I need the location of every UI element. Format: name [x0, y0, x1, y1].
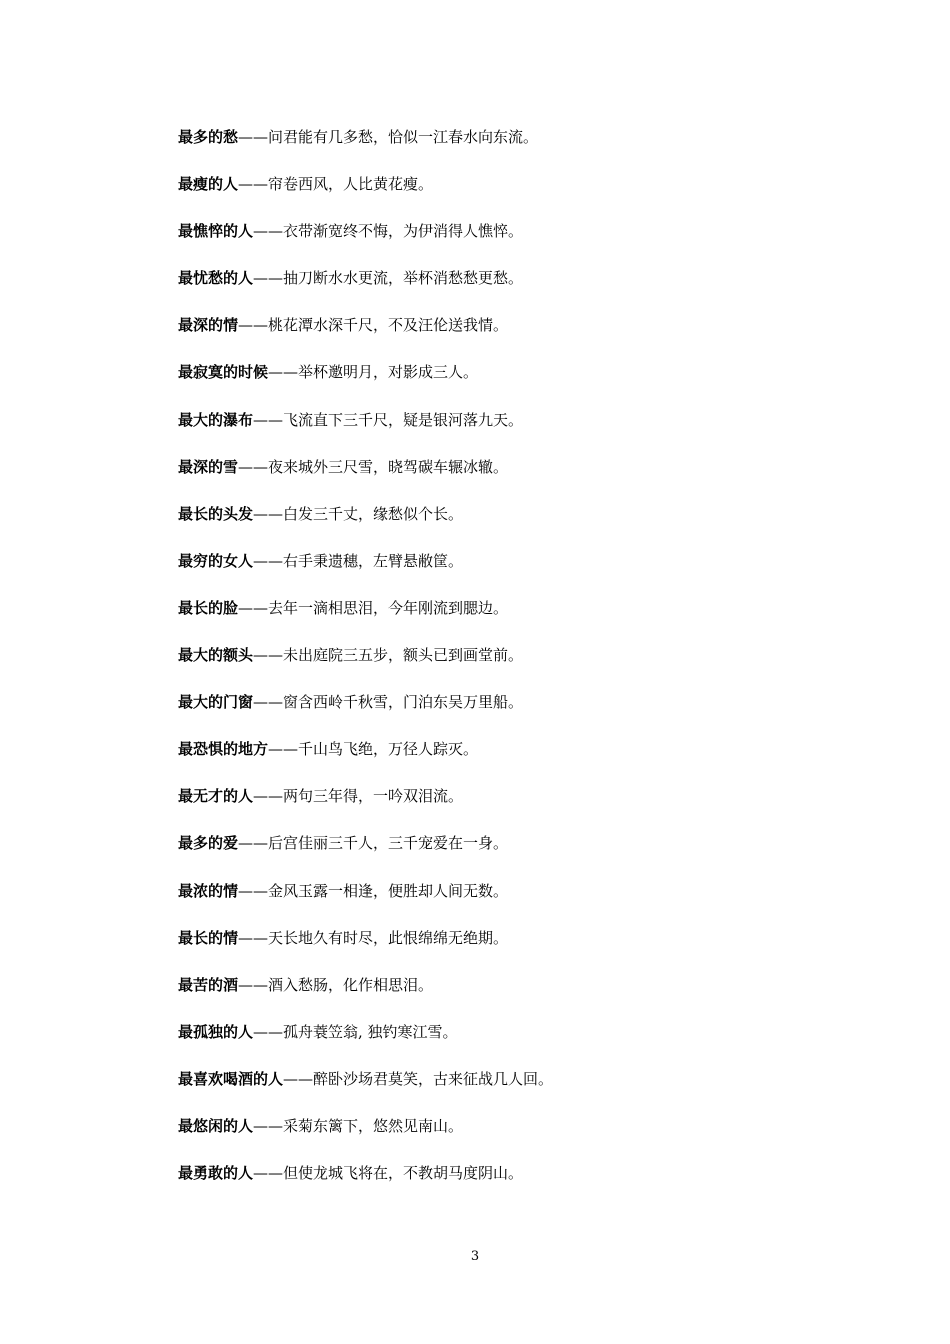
entry-term: 最长的头发 [178, 504, 254, 523]
entry-term: 最多的爱 [178, 834, 239, 853]
list-item [178, 126, 878, 173]
list-item [178, 361, 878, 408]
entry-term: 最多的愁 [178, 128, 239, 146]
entry-term: 最大的额头 [178, 646, 254, 665]
entry-term: 最瘦的人 [178, 175, 239, 194]
entry-verse: ——夜来城外三尺雪，晓驾碳车辗冰辙。 [238, 457, 509, 476]
entry-term: 最长的脸 [178, 598, 239, 617]
entry-term: 最悠闲的人 [178, 1116, 254, 1135]
entry-term: 最孤独的人 [178, 1022, 254, 1041]
list-item [178, 550, 878, 597]
list-item [178, 597, 878, 644]
list-item [178, 1115, 878, 1162]
list-item [178, 456, 878, 503]
entry-term: 最喜欢喝酒的人 [178, 1069, 284, 1088]
list-item [178, 1021, 878, 1068]
entry-term: 最浓的情 [178, 881, 239, 900]
list-item [178, 220, 878, 267]
list-item [178, 644, 878, 691]
entry-verse: ——采菊东篱下，悠然见南山。 [253, 1116, 464, 1135]
entry-verse: ——两句三年得，一吟双泪流。 [253, 787, 464, 806]
list-item [178, 880, 878, 927]
entry-verse: ——衣带渐宽终不悔，为伊消得人憔悴。 [253, 222, 524, 241]
list-item [178, 314, 878, 361]
list-item [178, 267, 878, 314]
entry-term: 最大的门窗 [178, 693, 254, 712]
entry-verse: ——去年一滴相思泪，今年刚流到腮边。 [238, 598, 509, 617]
entry-term: 最忧愁的人 [178, 269, 254, 288]
entry-verse: ——举杯邀明月，对影成三人。 [268, 363, 479, 382]
entry-verse: ——问君能有几多愁，恰似一江春水向东流。 [238, 128, 539, 146]
entry-term: 最大的瀑布 [178, 410, 254, 429]
entry-term: 最长的情 [178, 928, 239, 947]
list-item [178, 1068, 878, 1115]
entry-term: 最穷的女人 [178, 551, 254, 570]
entry-verse: ——桃花潭水深千尺，不及汪伦送我情。 [238, 316, 509, 335]
list-item [178, 503, 878, 550]
list-item [178, 927, 878, 974]
entry-term: 最憔悴的人 [178, 222, 254, 241]
entry-verse: ——金风玉露一相逢，便胜却人间无数。 [238, 881, 509, 900]
list-item [178, 173, 878, 220]
list-item [178, 691, 878, 738]
entry-term: 最勇敢的人 [178, 1164, 254, 1183]
entry-term: 最苦的酒 [178, 975, 239, 994]
entry-verse: ——飞流直下三千尺，疑是银河落九天。 [253, 410, 524, 429]
entry-list [178, 126, 878, 1209]
list-item [178, 1162, 878, 1209]
entry-term: 最寂寞的时候 [178, 363, 269, 382]
entry-verse: ——后宫佳丽三千人，三千宠爱在一身。 [238, 834, 509, 853]
entry-verse: ——帘卷西风，人比黄花瘦。 [238, 175, 434, 194]
entry-verse: ——但使龙城飞将在，不教胡马度阴山。 [253, 1164, 524, 1183]
entry-verse: ——酒入愁肠，化作相思泪。 [238, 975, 434, 994]
entry-term: 最深的情 [178, 316, 239, 335]
entry-verse: ——醉卧沙场君莫笑，古来征战几人回。 [283, 1069, 554, 1088]
entry-verse: ——右手秉遗穗，左臂悬敝筐。 [253, 551, 464, 570]
entry-verse: ——抽刀断水水更流，举杯消愁愁更愁。 [253, 269, 524, 288]
entry-verse: ——白发三千丈，缘愁似个长。 [253, 504, 464, 523]
entry-term: 最恐惧的地方 [178, 740, 269, 759]
entry-verse: ——孤舟蓑笠翁, 独钓寒江雪。 [253, 1022, 458, 1041]
entry-verse: ——千山鸟飞绝，万径人踪灭。 [268, 740, 479, 759]
entry-term: 最无才的人 [178, 787, 254, 806]
list-item [178, 785, 878, 832]
list-item [178, 738, 878, 785]
list-item [178, 832, 878, 879]
entry-verse: ——未出庭院三五步，额头已到画堂前。 [253, 646, 524, 665]
entry-term: 最深的雪 [178, 457, 239, 476]
page-number: 3 [470, 1249, 480, 1264]
entry-verse: ——天长地久有时尽，此恨绵绵无绝期。 [238, 928, 509, 947]
entry-verse: ——窗含西岭千秋雪，门泊东吴万里船。 [253, 693, 524, 712]
list-item [178, 974, 878, 1021]
list-item [178, 409, 878, 456]
